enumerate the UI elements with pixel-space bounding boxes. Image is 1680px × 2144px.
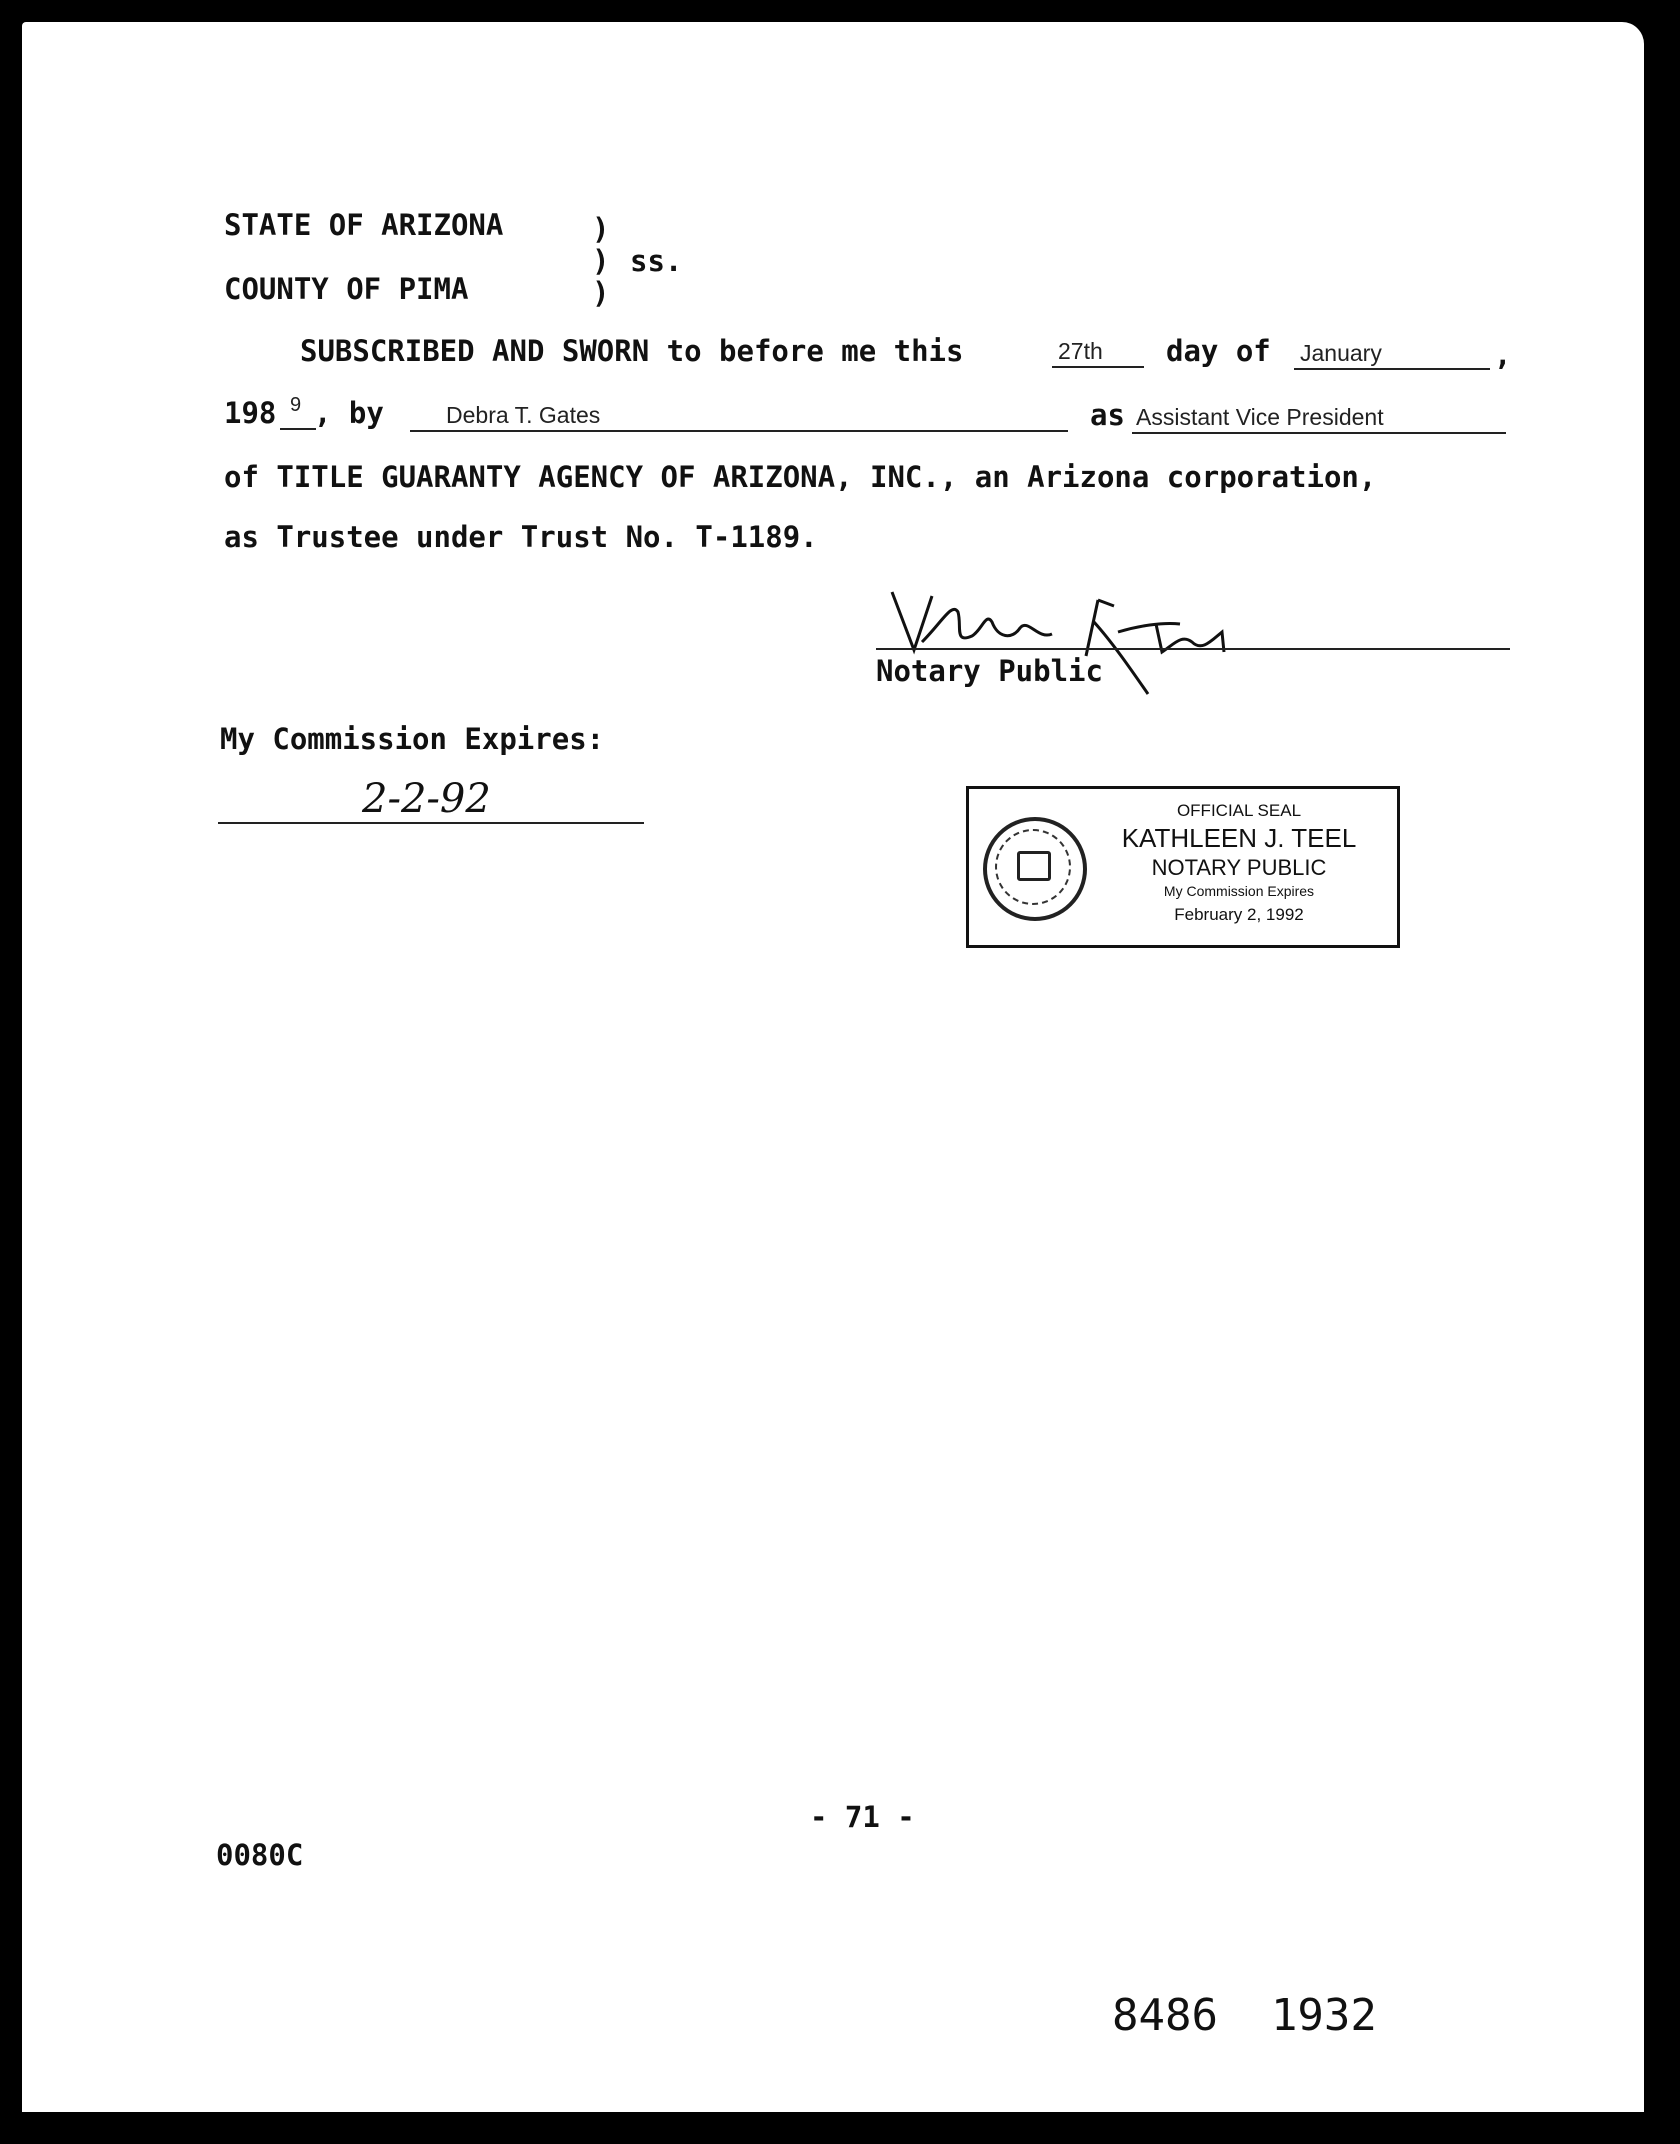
document-page: [22, 22, 1644, 2112]
signature-line: [876, 648, 1510, 650]
jurat-month: January: [1300, 340, 1382, 366]
jurat-day-of: day of: [1166, 334, 1271, 368]
venue-state: STATE OF ARIZONA: [224, 208, 504, 242]
notary-public-label: Notary Public: [876, 654, 1103, 688]
document-code: 0080C: [216, 1838, 304, 1872]
seal-line-1: OFFICIAL SEAL: [1176, 801, 1302, 820]
jurat-line4: as Trustee under Trust No. T-1189.: [224, 520, 818, 554]
jurat-line1-prefix: SUBSCRIBED AND SWORN to before me this: [300, 334, 964, 368]
jurat-title: Assistant Vice President: [1136, 404, 1384, 430]
seal-line-5: February 2, 1992: [1174, 905, 1304, 924]
jurat-day: 27th: [1058, 338, 1103, 364]
jurat-year-prefix: 198: [224, 396, 277, 430]
year-underline: [280, 428, 316, 430]
jurat-as: as: [1090, 398, 1125, 432]
jurat-line3: of TITLE GUARANTY AGENCY OF ARIZONA, INC., an Arizona corporation,: [224, 460, 1377, 494]
name-underline: [410, 430, 1068, 432]
month-underline: [1294, 368, 1490, 370]
seal-line-3: NOTARY PUBLIC: [1151, 855, 1327, 880]
seal-line-4: My Commission Expires: [1163, 883, 1315, 899]
commission-label: My Commission Expires:: [220, 722, 605, 756]
jurat-by: , by: [314, 396, 384, 430]
commission-underline: [218, 822, 644, 824]
official-seal-stamp: [966, 786, 1400, 948]
jurat-year-digit: 9: [290, 394, 302, 416]
title-underline: [1132, 432, 1506, 434]
venue-paren-2: ): [592, 244, 610, 278]
commission-date: 2-2-92: [362, 776, 491, 822]
day-underline: [1052, 366, 1144, 368]
venue-county: COUNTY OF PIMA: [224, 272, 469, 306]
venue-paren-1: ): [592, 212, 610, 246]
recording-number: 8486 1932: [1112, 1990, 1377, 2041]
venue-paren-3: ): [592, 276, 610, 310]
jurat-name: Debra T. Gates: [446, 402, 601, 428]
seal-line-2: KATHLEEN J. TEEL: [1121, 823, 1357, 853]
jurat-month-comma: ,: [1494, 338, 1512, 372]
venue-ss: ss.: [630, 244, 683, 278]
page-number: - 71 -: [810, 1800, 915, 1834]
